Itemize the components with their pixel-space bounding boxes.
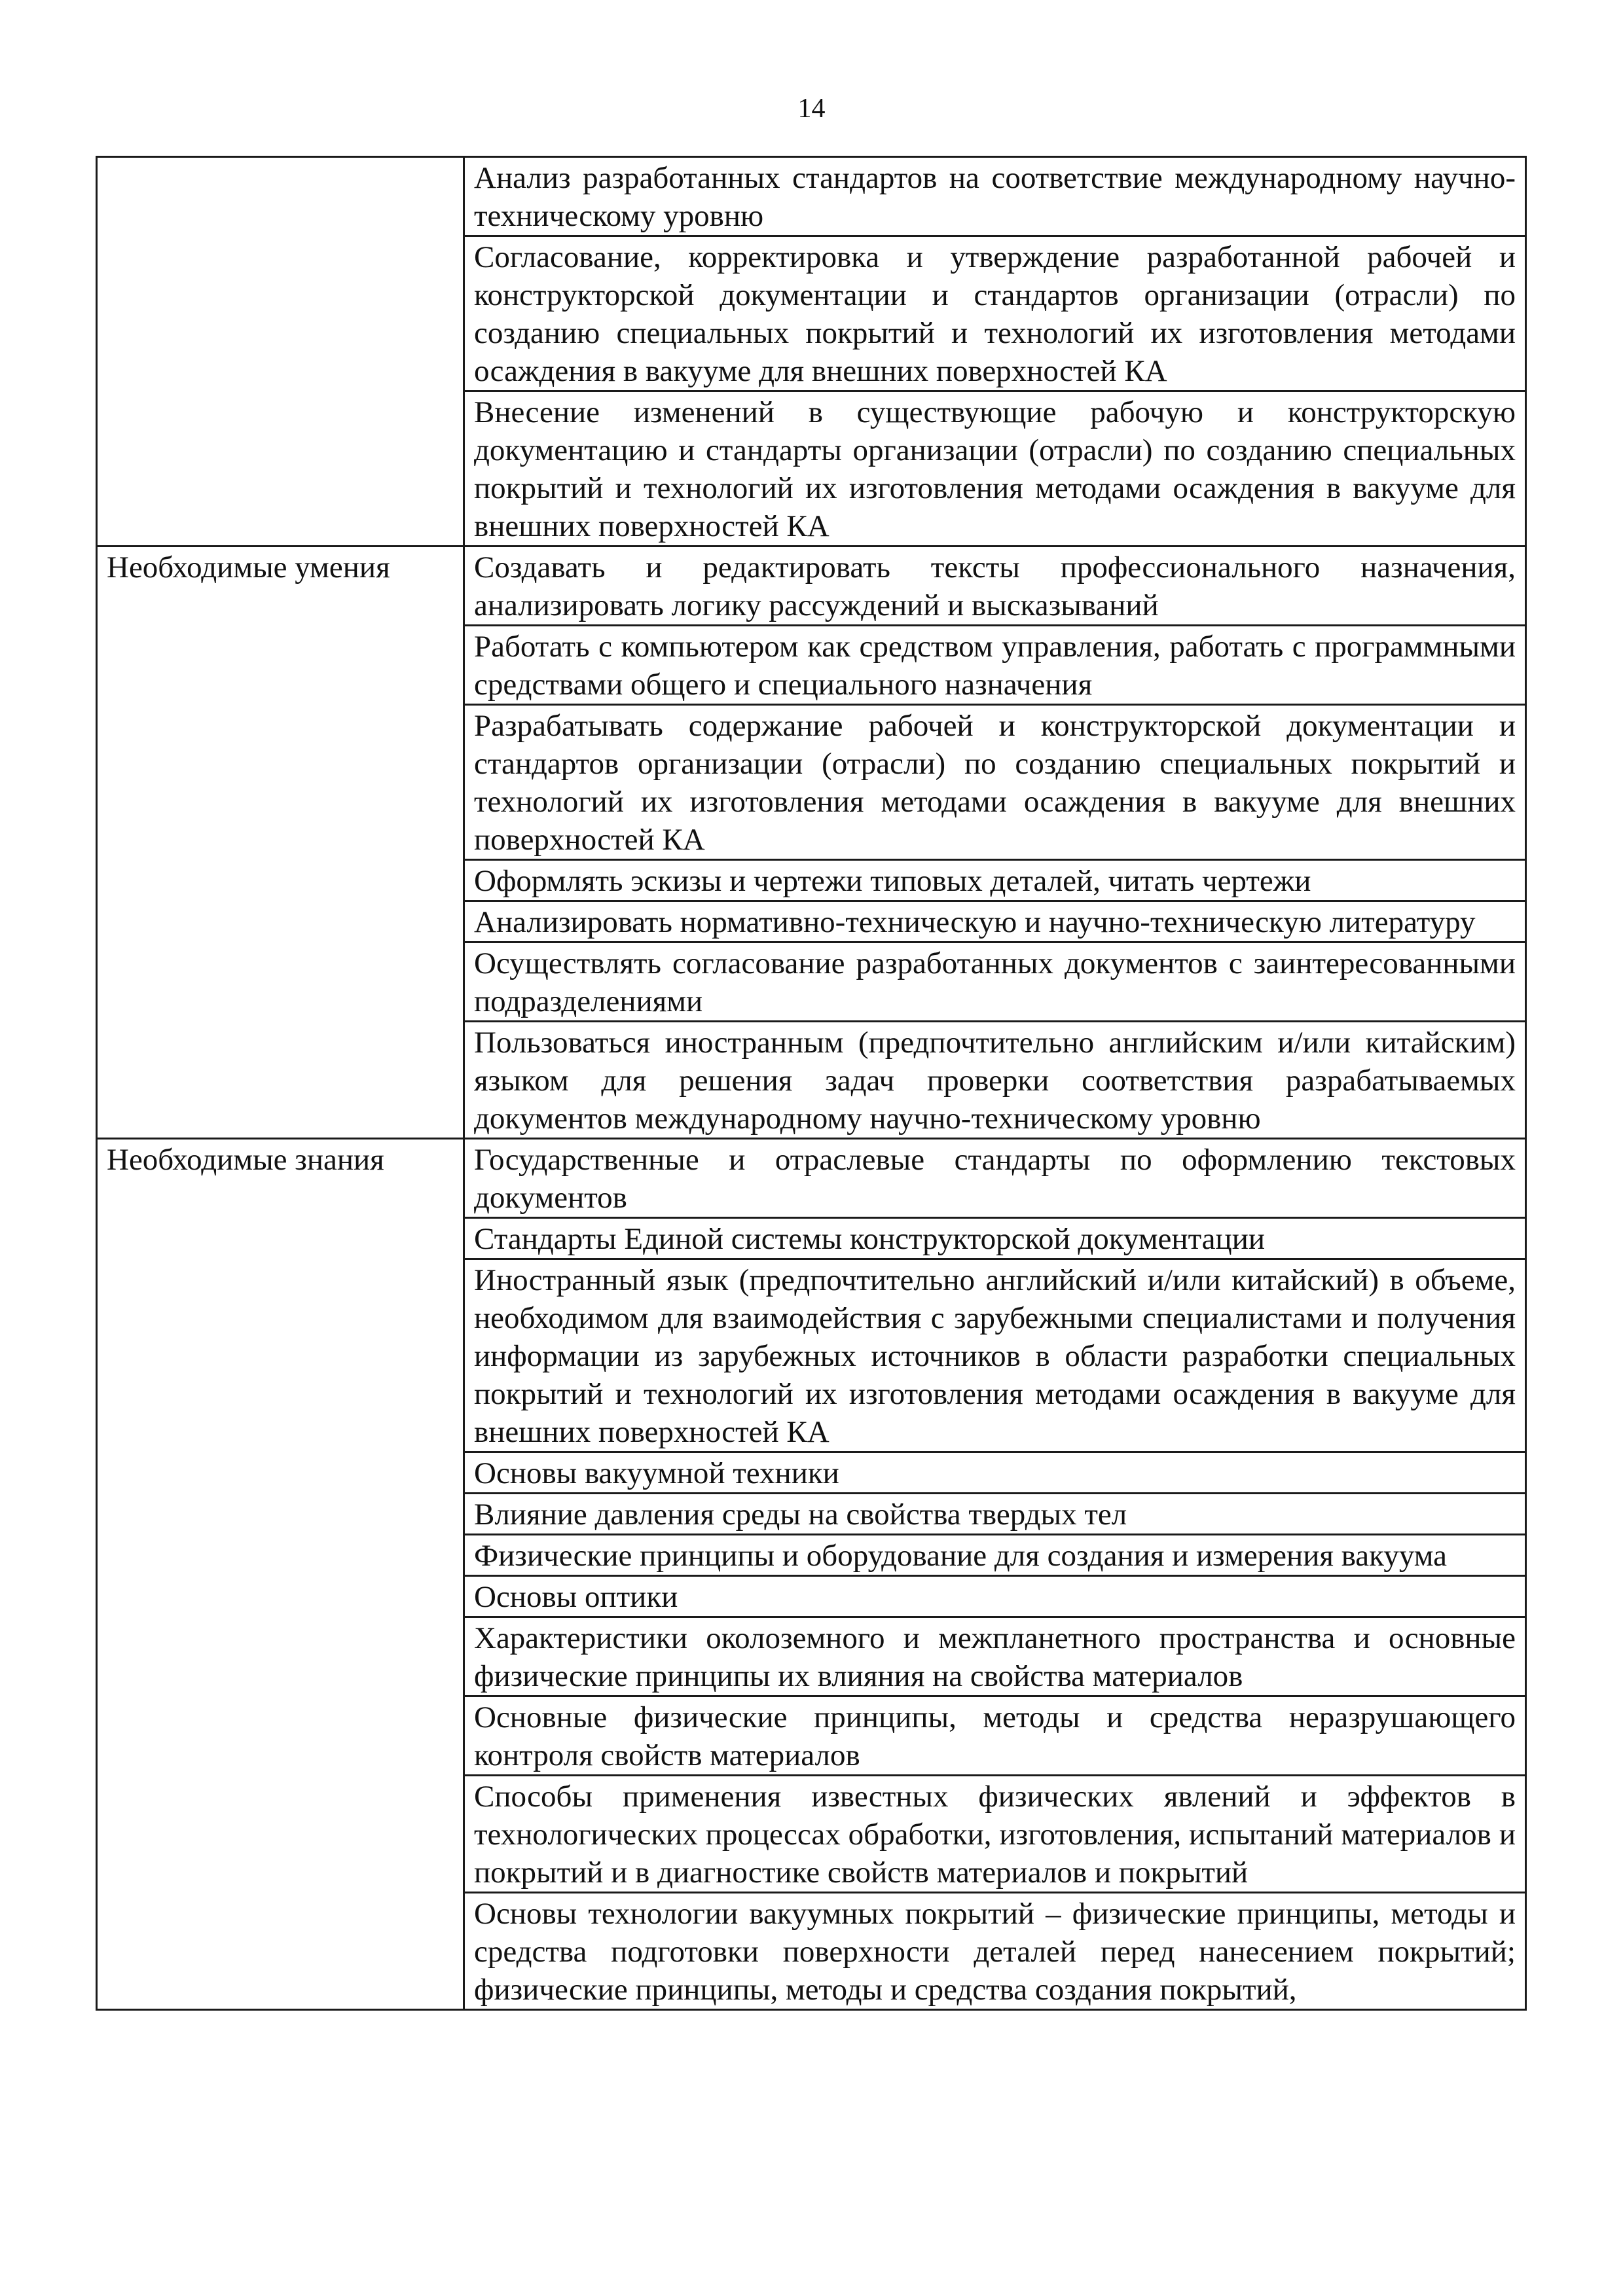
knowledge-item: Иностранный язык (предпочтительно английский и/или китайский) в объеме, необходимом для взаимодействия с зарубежными специалистами и получения информации из зарубежных источников в области разработки специальных покрытий и технологий их изготовления методами осаждения в вакууме для внешних поверхностей КА: [464, 1259, 1526, 1452]
knowledge-item: Основы оптики: [464, 1576, 1526, 1617]
knowledge-item: Государственные и отраслевые стандарты по оформлению текстовых документов: [464, 1139, 1526, 1218]
knowledge-item: Способы применения известных физических явлений и эффектов в технологических процессах обработки, изготовления, испытаний материалов и покрытий и в диагностике свойств материалов и покрытий: [464, 1776, 1526, 1893]
skill-item: Пользоваться иностранным (предпочтительно английским и/или китайским) языком для решения задач проверки соответствия разрабатываемых документов международному научно-техническому уровню: [464, 1022, 1526, 1139]
knowledge-item: Основы технологии вакуумных покрытий – физические принципы, методы и средства подготовки поверхности деталей перед нанесением покрытий; физические принципы, методы и средства создания покрытий,: [464, 1893, 1526, 2010]
knowledge-item: Стандарты Единой системы конструкторской документации: [464, 1218, 1526, 1259]
skill-item: Создавать и редактировать тексты профессионального назначения, анализировать логику рассуждений и высказываний: [464, 547, 1526, 626]
knowledge-item: Физические принципы и оборудование для создания и измерения вакуума: [464, 1535, 1526, 1576]
table-row: [97, 547, 1526, 626]
knowledge-item: Влияние давления среды на свойства твердых тел: [464, 1494, 1526, 1535]
table-cell: Согласование, корректировка и утверждение разработанной рабочей и конструкторской документации и стандартов организации (отрасли) по созданию специальных покрытий и технологий их изготовления методами осаждения в вакууме для внешних поверхностей КА: [464, 236, 1526, 391]
skill-item: Работать с компьютером как средством управления, работать с программными средствами общего и специального назначения: [464, 626, 1526, 705]
skills-label: Необходимые умения: [97, 547, 464, 1139]
table-cell: Внесение изменений в существующие рабочую и конструкторскую документацию и стандарты организации (отрасли) по созданию специальных покрытий и технологий их изготовления методами осаждения в вакууме для внешних поверхностей КА: [464, 391, 1526, 547]
requirements-table: [96, 156, 1527, 2011]
knowledge-item: Основные физические принципы, методы и средства неразрушающего контроля свойств материалов: [464, 1696, 1526, 1776]
skill-item: Разрабатывать содержание рабочей и конструкторской документации и стандартов организации (отрасли) по созданию специальных покрытий и технологий их изготовления методами осаждения в вакууме для внешних поверхностей КА: [464, 705, 1526, 860]
table-cell: Анализ разработанных стандартов на соответствие международному научно-техническому уровню: [464, 157, 1526, 236]
table-row: [97, 1139, 1526, 1218]
page-number: 14: [797, 94, 826, 124]
knowledge-item: Основы вакуумной техники: [464, 1452, 1526, 1494]
continued-label-cell: [97, 157, 464, 547]
knowledge-label: Необходимые знания: [97, 1139, 464, 2010]
skill-item: Оформлять эскизы и чертежи типовых деталей, читать чертежи: [464, 860, 1526, 901]
table-row: [97, 157, 1526, 236]
skill-item: Осуществлять согласование разработанных документов с заинтересованными подразделениями: [464, 942, 1526, 1022]
knowledge-item: Характеристики околоземного и межпланетного пространства и основные физические принципы их влияния на свойства материалов: [464, 1617, 1526, 1696]
skill-item: Анализировать нормативно-техническую и научно-техническую литературу: [464, 901, 1526, 942]
